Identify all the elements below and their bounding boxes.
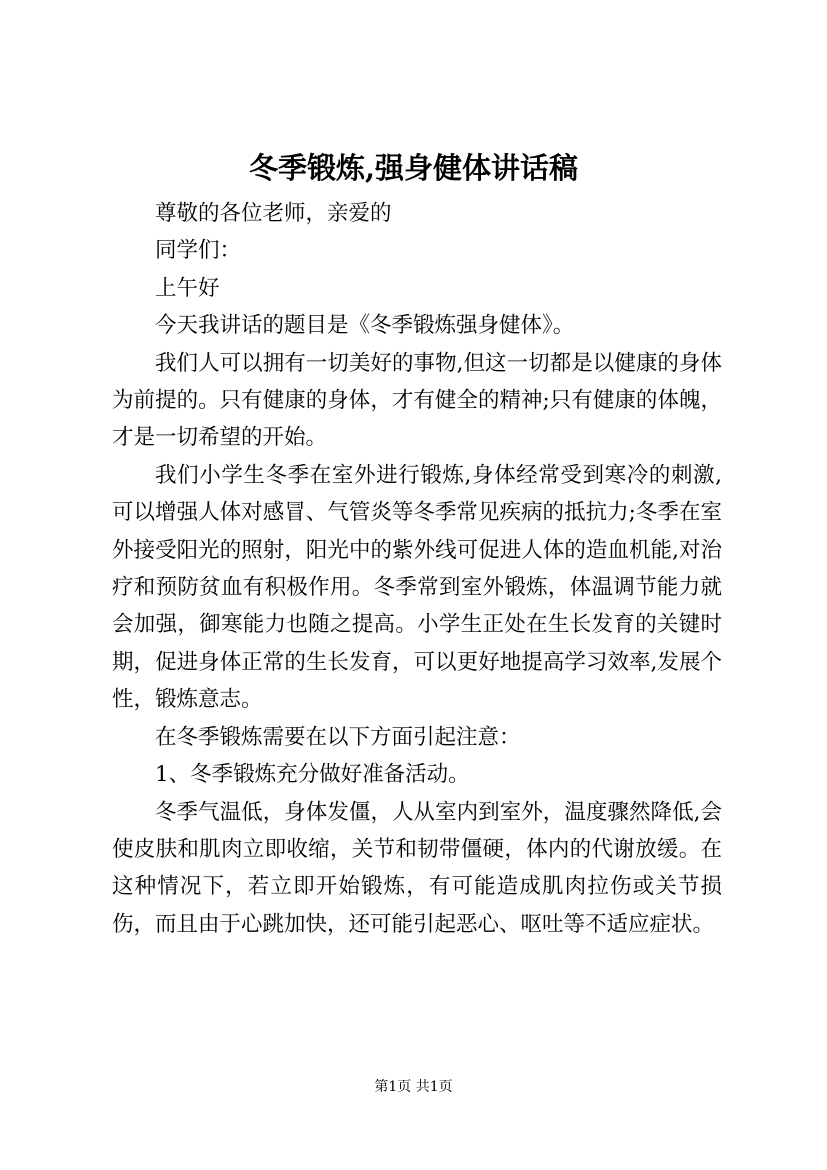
paragraph-health: 我们人可以拥有一切美好的事物,但这一切都是以健康的身体为前提的。只有健康的身体，才有健全的精神;只有健康的体魄，才是一切希望的开始。 <box>112 350 722 451</box>
paragraph-topic: 今天我讲话的题目是《冬季锻炼强身健体》。 <box>155 313 575 339</box>
paragraph-benefits: 我们小学生冬季在室外进行锻炼,身体经常受到寒冷的刺激,可以增强人体对感冒、气管炎等冬季常见疾病的抵抗力;冬季在室外接受阳光的照射，阳光中的紫外线可促进人体的造血机能,对治疗和预防贫血有积极作用。冬季常到室外锻炼，体温调节能力就会加强，御寒能力也随之提高。小学生正处在生长发育的关键时期，促进身体正常的生长发育，可以更好地提高学习效率,发展个性，锻炼意志。 <box>112 462 722 713</box>
paragraph-greeting: 尊敬的各位老师，亲爱的 <box>155 201 392 226</box>
page-footer: 第1页 共1页 <box>374 1079 453 1095</box>
paragraph-point-one: 1、冬季锻炼充分做好准备活动。 <box>155 762 470 788</box>
document-title: 冬季锻炼,强身健体讲话稿 <box>248 151 579 185</box>
paragraph-warmup: 冬季气温低，身体发僵，人从室内到室外，温度骤然降低,会使皮肤和肌肉立即收缩，关节和韧带僵硬，体内的代谢放缓。在这种情况下，若立即开始锻炼，有可能造成肌肉拉伤或关节损伤，而且由于心跳加快，还可能引起恶心、呕吐等不适应症状。 <box>112 799 722 937</box>
paragraph-good-morning: 上午好 <box>155 275 220 301</box>
paragraph-notes-intro: 在冬季锻炼需要在以下方面引起注意： <box>155 724 521 750</box>
document-body <box>112 195 722 943</box>
paragraph-audience: 同学们： <box>155 238 242 264</box>
